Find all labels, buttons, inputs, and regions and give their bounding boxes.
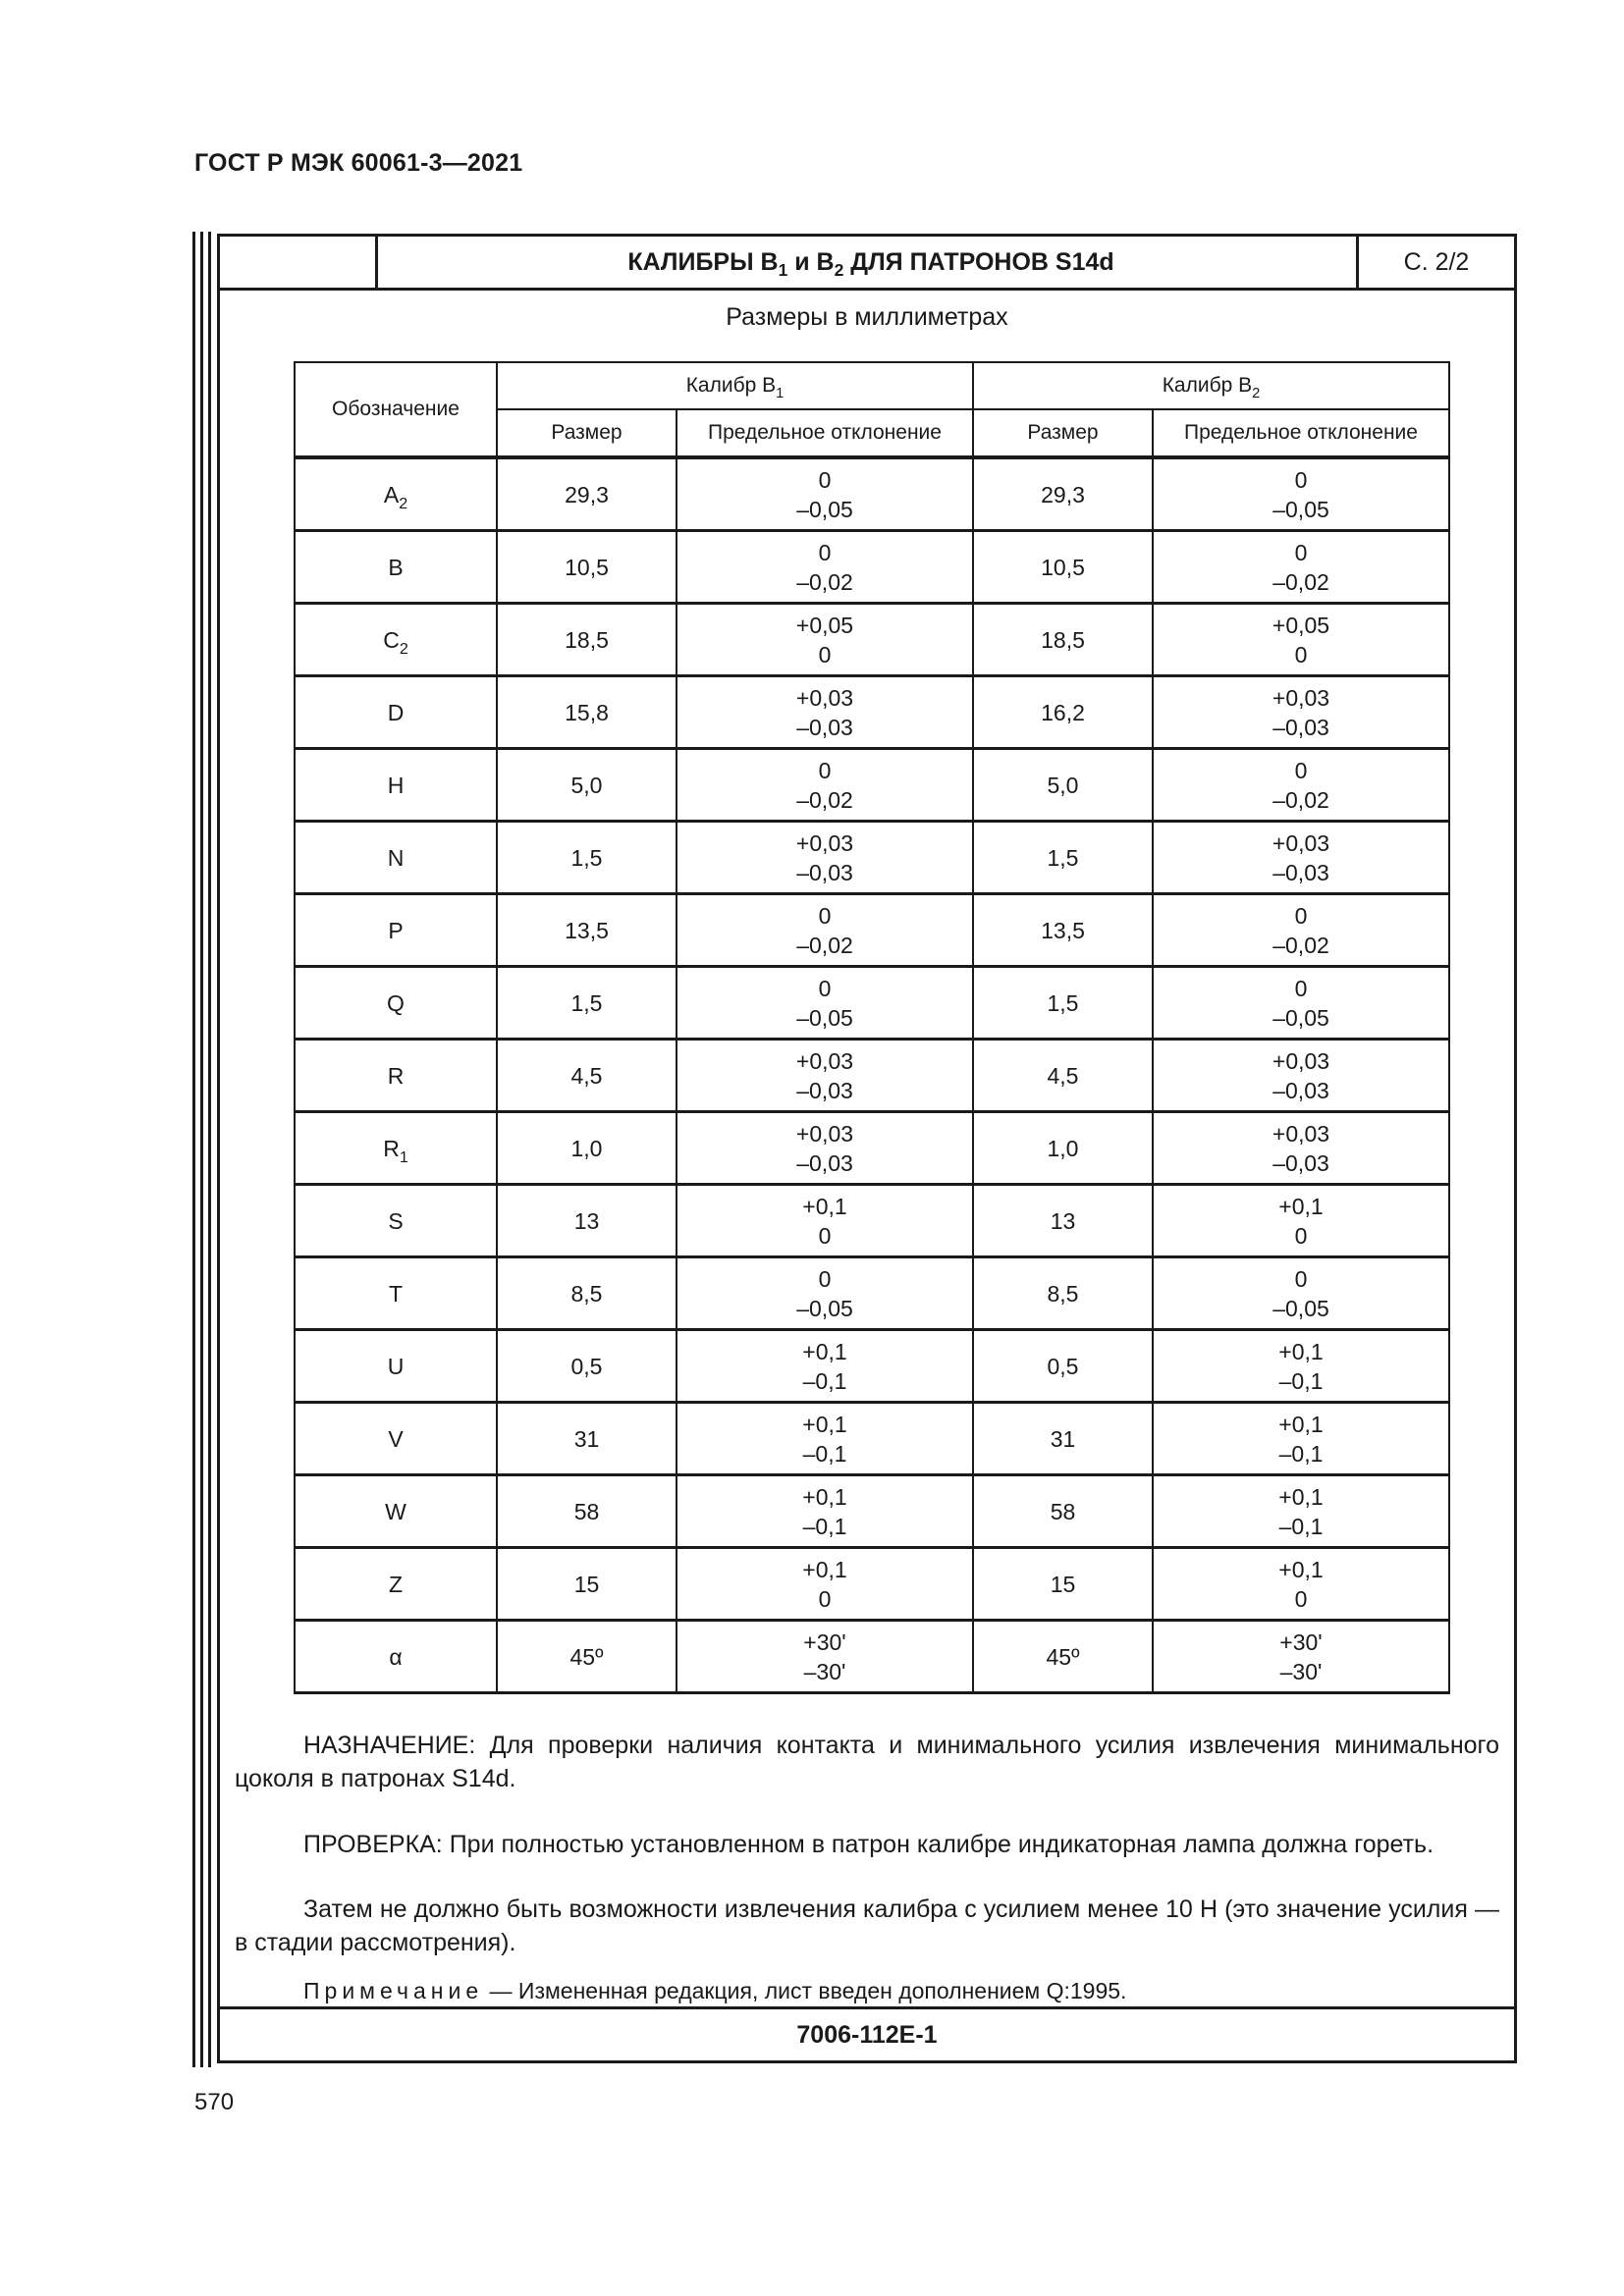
margin-bar-outer (192, 232, 195, 2067)
note-text: — Измененная редакция, лист введен дополнением Q:1995. (483, 1978, 1127, 2003)
table-row (295, 676, 1449, 749)
sheet-page-ref: С. 2/2 (1356, 237, 1514, 288)
sheet-title: КАЛИБРЫ $B_1$ и $B_2$ ДЛЯ ПАТРОНОВ S14d (627, 248, 1114, 280)
check-paragraph: ПРОВЕРКА: При полностью установленном в патрон калибре индикаторная лампа должна гореть. (303, 1831, 1435, 1858)
deviation-b1-cell: +0,05 0 (677, 604, 973, 676)
deviation-b1-cell: +0,03 –0,03 (677, 822, 973, 894)
designation-cell: U (295, 1330, 497, 1403)
table-row (295, 1257, 1449, 1330)
table-row (295, 1330, 1449, 1403)
deviation-b1-cell: 0 –0,05 (677, 1257, 973, 1330)
deviation-b2-cell: +30' –30' (1153, 1621, 1449, 1693)
note-paragraph (303, 1978, 1126, 2004)
deviation-header-b2: Предельное отклонение (1153, 409, 1449, 457)
table-row (295, 894, 1449, 967)
deviation-header-b1: Предельное отклонение (677, 409, 973, 457)
size-b1-cell: 1,5 (497, 822, 677, 894)
deviation-b1-cell: +30' –30' (677, 1621, 973, 1693)
size-b2-cell: 4,5 (973, 1040, 1153, 1112)
table-row (295, 1475, 1449, 1548)
dimensions-table (294, 361, 1450, 1694)
size-b1-cell: 8,5 (497, 1257, 677, 1330)
size-b2-cell: 16,2 (973, 676, 1153, 749)
deviation-b1-cell: +0,1 –0,1 (677, 1475, 973, 1548)
size-b2-cell: 0,5 (973, 1330, 1153, 1403)
table-row (295, 967, 1449, 1040)
table-row (295, 822, 1449, 894)
size-b1-cell: 4,5 (497, 1040, 677, 1112)
deviation-b1-cell: 0 –0,02 (677, 894, 973, 967)
size-header-b2: Размер (973, 409, 1153, 457)
designation-cell: P (295, 894, 497, 967)
designation-cell: R (295, 1040, 497, 1112)
size-b1-cell: 0,5 (497, 1330, 677, 1403)
designation-cell: N (295, 822, 497, 894)
deviation-b2-cell: +0,03 –0,03 (1153, 676, 1449, 749)
deviation-b1-cell: +0,1 –0,1 (677, 1330, 973, 1403)
deviation-b1-cell: 0 –0,02 (677, 531, 973, 604)
size-b2-cell: 13 (973, 1185, 1153, 1257)
deviation-b2-cell: +0,1 –0,1 (1153, 1330, 1449, 1403)
deviation-b2-cell: 0 –0,05 (1153, 967, 1449, 1040)
size-b2-cell: 58 (973, 1475, 1153, 1548)
sheet-code: 7006-112E-1 (220, 2006, 1514, 2060)
deviation-b2-cell: 0 –0,02 (1153, 894, 1449, 967)
table-row (295, 1040, 1449, 1112)
size-b2-cell: 1,5 (973, 822, 1153, 894)
margin-bar-middle (200, 232, 203, 2067)
designation-cell: W (295, 1475, 497, 1548)
table-row (295, 1621, 1449, 1693)
deviation-b1-cell: +0,1 0 (677, 1185, 973, 1257)
designation-header: Обозначение (295, 362, 497, 457)
designation-cell: H (295, 749, 497, 822)
size-b1-cell: 13 (497, 1185, 677, 1257)
designation-cell: Z (295, 1548, 497, 1621)
size-b2-cell: 13,5 (973, 894, 1153, 967)
table-row (295, 1403, 1449, 1475)
designation-cell: V (295, 1403, 497, 1475)
size-b2-cell: 5,0 (973, 749, 1153, 822)
table-row (295, 749, 1449, 822)
units-caption: Размеры в миллиметрах (726, 303, 1008, 331)
deviation-b1-cell: +0,1 0 (677, 1548, 973, 1621)
size-b2-cell: 15 (973, 1548, 1153, 1621)
size-b1-cell: 45º (497, 1621, 677, 1693)
size-header-b1: Размер (497, 409, 677, 457)
size-b1-cell: 13,5 (497, 894, 677, 967)
size-b1-cell: 1,0 (497, 1112, 677, 1185)
deviation-b1-cell: +0,03 –0,03 (677, 1040, 973, 1112)
document-header: ГОСТ Р МЭК 60061-3—2021 (194, 149, 523, 177)
size-b1-cell: 18,5 (497, 604, 677, 676)
deviation-b2-cell: 0 –0,05 (1153, 1257, 1449, 1330)
page-number: 570 (194, 2089, 235, 2115)
size-b1-cell: 15 (497, 1548, 677, 1621)
title-bar-blank-cell (220, 237, 378, 288)
gauge-b1-header: Калибр $B_1$ (497, 362, 973, 409)
size-b1-cell: 31 (497, 1403, 677, 1475)
deviation-b1-cell: 0 –0,05 (677, 457, 973, 531)
table-row (295, 604, 1449, 676)
deviation-b2-cell: +0,03 –0,03 (1153, 1112, 1449, 1185)
size-b2-cell: 10,5 (973, 531, 1153, 604)
deviation-b2-cell: +0,05 0 (1153, 604, 1449, 676)
size-b1-cell: 58 (497, 1475, 677, 1548)
table-row (295, 1548, 1449, 1621)
size-b2-cell: 29,3 (973, 457, 1153, 531)
designation-cell: D (295, 676, 497, 749)
deviation-b2-cell: +0,03 –0,03 (1153, 1040, 1449, 1112)
size-b1-cell: 1,5 (497, 967, 677, 1040)
deviation-b1-cell: 0 –0,05 (677, 967, 973, 1040)
check-paragraph-2: Затем не должно быть возможности извлечения калибра с усилием менее 10 Н (это значение усилия — в стадии рассмотрения). (235, 1896, 1499, 1956)
deviation-b1-cell: +0,1 –0,1 (677, 1403, 973, 1475)
margin-bar-inner (208, 232, 211, 2067)
deviation-b2-cell: +0,1 –0,1 (1153, 1475, 1449, 1548)
size-b1-cell: 29,3 (497, 457, 677, 531)
deviation-b2-cell: 0 –0,05 (1153, 457, 1449, 531)
deviation-b1-cell: +0,03 –0,03 (677, 1112, 973, 1185)
designation-cell: T (295, 1257, 497, 1330)
table-row (295, 457, 1449, 531)
gauge-b2-header: Калибр $B_2$ (973, 362, 1449, 409)
designation-cell: $C_2$ (295, 604, 497, 676)
size-b1-cell: 10,5 (497, 531, 677, 604)
size-b2-cell: 1,0 (973, 1112, 1153, 1185)
deviation-b2-cell: 0 –0,02 (1153, 531, 1449, 604)
deviation-b2-cell: +0,1 0 (1153, 1548, 1449, 1621)
title-bar (220, 237, 1514, 291)
size-b2-cell: 45º (973, 1621, 1153, 1693)
table-row (295, 531, 1449, 604)
size-b2-cell: 18,5 (973, 604, 1153, 676)
size-b2-cell: 31 (973, 1403, 1153, 1475)
deviation-b1-cell: +0,03 –0,03 (677, 676, 973, 749)
designation-cell: $A_2$ (295, 457, 497, 531)
deviation-b2-cell: +0,1 0 (1153, 1185, 1449, 1257)
size-b2-cell: 1,5 (973, 967, 1153, 1040)
size-b1-cell: 5,0 (497, 749, 677, 822)
size-b1-cell: 15,8 (497, 676, 677, 749)
designation-cell: B (295, 531, 497, 604)
designation-cell: α (295, 1621, 497, 1693)
deviation-b2-cell: +0,1 –0,1 (1153, 1403, 1449, 1475)
deviation-b1-cell: 0 –0,02 (677, 749, 973, 822)
deviation-b2-cell: 0 –0,02 (1153, 749, 1449, 822)
purpose-paragraph: НАЗНАЧЕНИЕ: Для проверки наличия контакта и минимального усилия извлечения минимального цоколя в патронах S14d. (235, 1732, 1499, 1792)
sheet-frame (217, 234, 1517, 2063)
designation-cell: S (295, 1185, 497, 1257)
designation-cell: $R_1$ (295, 1112, 497, 1185)
note-label: Примечание (303, 1978, 484, 2003)
size-b2-cell: 8,5 (973, 1257, 1153, 1330)
table-row (295, 1185, 1449, 1257)
designation-cell: Q (295, 967, 497, 1040)
table-row (295, 1112, 1449, 1185)
deviation-b2-cell: +0,03 –0,03 (1153, 822, 1449, 894)
